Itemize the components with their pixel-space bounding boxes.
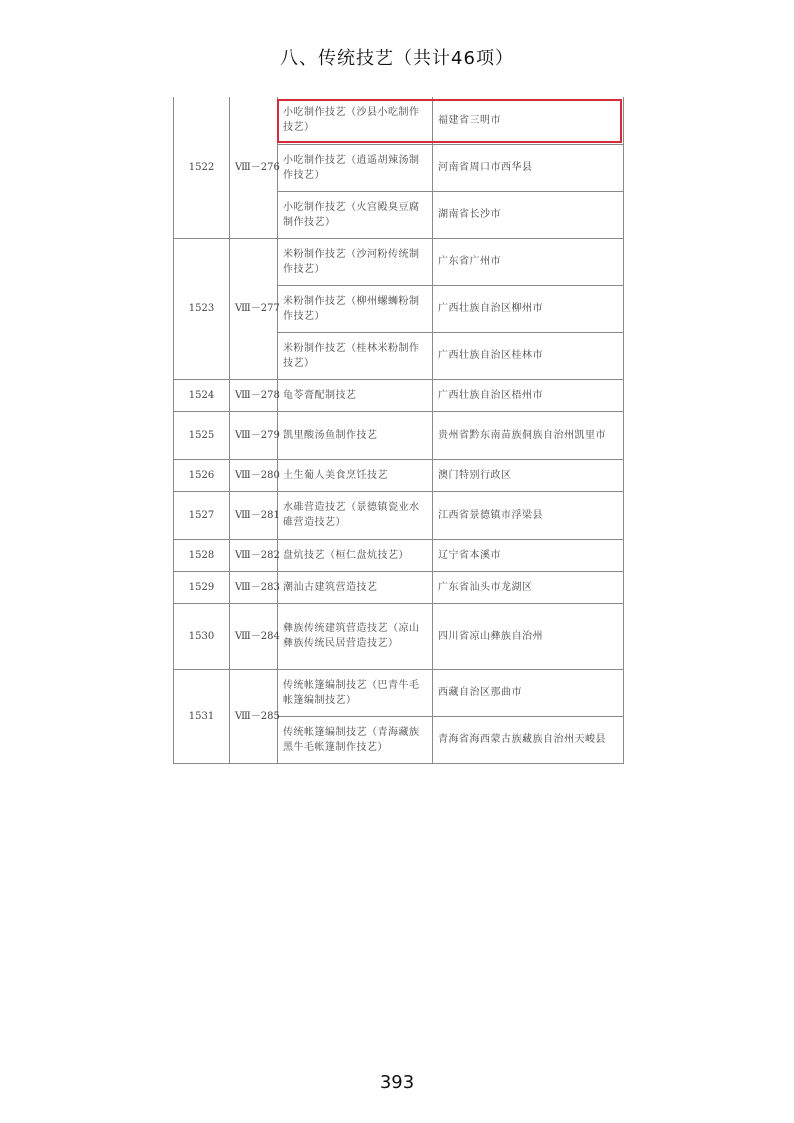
item-number: 1531 xyxy=(174,669,230,763)
item-region: 湖南省长沙市 xyxy=(433,191,624,238)
table-row xyxy=(174,411,624,459)
item-region: 广西壮族自治区梧州市 xyxy=(433,379,624,411)
item-region: 广西壮族自治区柳州市 xyxy=(433,285,624,332)
item-number: 1522 xyxy=(174,97,230,238)
item-region: 澳门特别行政区 xyxy=(433,459,624,491)
item-name: 米粉制作技艺（桂林米粉制作技艺） xyxy=(278,332,433,379)
item-code: Ⅷ－283 xyxy=(230,571,278,603)
item-code: Ⅷ－280 xyxy=(230,459,278,491)
item-region: 青海省海西蒙古族藏族自治州天峻县 xyxy=(433,716,624,763)
item-name: 彝族传统建筑营造技艺（凉山彝族传统民居营造技艺） xyxy=(278,603,433,669)
table-row xyxy=(174,379,624,411)
table-row xyxy=(174,97,624,144)
table-row xyxy=(174,459,624,491)
item-name: 小吃制作技艺（逍遥胡辣汤制作技艺） xyxy=(278,144,433,191)
item-code: Ⅷ－282 xyxy=(230,539,278,571)
item-name: 米粉制作技艺（柳州螺蛳粉制作技艺） xyxy=(278,285,433,332)
item-region: 江西省景德镇市浮梁县 xyxy=(433,491,624,539)
item-number: 1523 xyxy=(174,238,230,379)
item-code: Ⅷ－284 xyxy=(230,603,278,669)
page-title: 八、传统技艺（共计46项） xyxy=(280,48,514,69)
item-code: Ⅷ－279 xyxy=(230,411,278,459)
item-region: 广东省汕头市龙湖区 xyxy=(433,571,624,603)
item-number: 1529 xyxy=(174,571,230,603)
item-code: Ⅷ－278 xyxy=(230,379,278,411)
item-number: 1525 xyxy=(174,411,230,459)
item-number: 1528 xyxy=(174,539,230,571)
table-row xyxy=(174,669,624,716)
item-region: 西藏自治区那曲市 xyxy=(433,669,624,716)
item-region: 广东省广州市 xyxy=(433,238,624,285)
table-row xyxy=(174,539,624,571)
item-name: 土生葡人美食烹饪技艺 xyxy=(278,459,433,491)
item-number: 1527 xyxy=(174,491,230,539)
item-name: 小吃制作技艺（火宫殿臭豆腐制作技艺） xyxy=(278,191,433,238)
table-row xyxy=(174,603,624,669)
item-number: 1530 xyxy=(174,603,230,669)
item-name: 水碓营造技艺（景德镇瓷业水碓营造技艺） xyxy=(278,491,433,539)
item-code: Ⅷ－281 xyxy=(230,491,278,539)
item-name: 盘炕技艺（桓仁盘炕技艺） xyxy=(278,539,433,571)
item-region: 辽宁省本溪市 xyxy=(433,539,624,571)
item-name: 传统帐篷编制技艺（青海藏族黑牛毛帐篷制作技艺） xyxy=(278,716,433,763)
item-name: 潮汕古建筑营造技艺 xyxy=(278,571,433,603)
table-row xyxy=(174,238,624,285)
table-row xyxy=(174,571,624,603)
item-code: Ⅷ－285 xyxy=(230,669,278,763)
item-code: Ⅷ－276 xyxy=(230,97,278,238)
item-region: 广西壮族自治区桂林市 xyxy=(433,332,624,379)
item-name: 传统帐篷编制技艺（巴青牛毛帐篷编制技艺） xyxy=(278,669,433,716)
heritage-table-container xyxy=(173,97,623,764)
item-region: 四川省凉山彝族自治州 xyxy=(433,603,624,669)
table-row xyxy=(174,491,624,539)
heritage-table xyxy=(173,97,624,764)
item-name: 小吃制作技艺（沙县小吃制作技艺） xyxy=(278,97,433,144)
item-code: Ⅷ－277 xyxy=(230,238,278,379)
item-number: 1526 xyxy=(174,459,230,491)
item-name: 龟苓膏配制技艺 xyxy=(278,379,433,411)
page-number: 393 xyxy=(379,1072,415,1093)
item-number: 1524 xyxy=(174,379,230,411)
item-region: 河南省周口市西华县 xyxy=(433,144,624,191)
item-name: 米粉制作技艺（沙河粉传统制作技艺） xyxy=(278,238,433,285)
item-region: 福建省三明市 xyxy=(433,97,624,144)
item-name: 凯里酸汤鱼制作技艺 xyxy=(278,411,433,459)
item-region: 贵州省黔东南苗族侗族自治州凯里市 xyxy=(433,411,624,459)
